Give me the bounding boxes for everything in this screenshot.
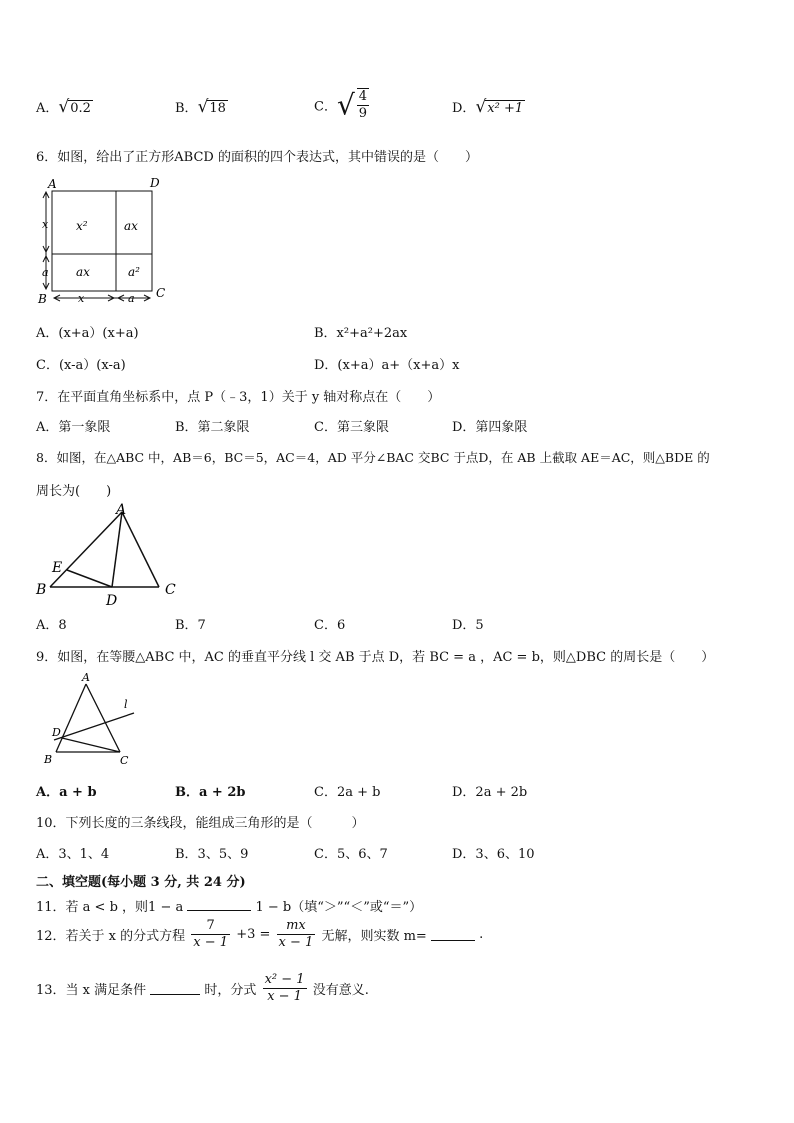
q13-suffix: 没有意义. (312, 983, 369, 998)
q8-stem-line2: 周长为( ) (36, 484, 112, 499)
q13-prefix: 13．当 x 满足条件 (36, 983, 147, 998)
q9-label-l: l (124, 698, 128, 711)
q8-triangle-figure (34, 502, 184, 607)
q12-answer-blank[interactable] (431, 928, 475, 941)
q9-option-d: D．2a + 2b (452, 785, 528, 800)
q9-isosceles-figure (40, 670, 150, 770)
q8-option-c: C．6 (314, 618, 346, 633)
q6-cell-x-squared: x² (76, 219, 88, 233)
q13-fraction-denominator: x − 1 (267, 989, 302, 1004)
q5-option-c-numerator: 4 (358, 89, 368, 104)
q6-cell-ax-bottom: ax (76, 265, 90, 279)
q12-fraction-1-denominator: x − 1 (193, 935, 229, 950)
q6-stem: 6．如图，给出了正方形ABCD 的面积的四个表达式，其中错误的是（ ） (36, 150, 478, 165)
q5-option-d-label: D． (452, 101, 476, 116)
q12-fraction-1-numerator: 7 (191, 918, 230, 935)
q5-option-c (314, 88, 371, 122)
q11-prefix: 11．若 a < b ，则1 − a (36, 900, 184, 915)
q6-option-d: D．(x+a）a+（x+a）x (314, 358, 460, 373)
q9-stem: 9．如图，在等腰△ABC 中，AC 的垂直平分线 l 交 AB 于点 D，若 BC = a ，AC = b，则△DBC 的周长是（ ） (36, 650, 715, 665)
q8-option-a: A．8 (36, 618, 67, 633)
q6-option-c: C．(x-a）(x-a) (36, 358, 126, 373)
q12-fraction-2-denominator: x − 1 (278, 935, 314, 950)
q9-option-c: C．2a + b (314, 785, 381, 800)
q7-option-d: D．第四象限 (452, 420, 528, 435)
q8-option-b: B．7 (175, 618, 206, 633)
q6-label-a-vertex: A (48, 177, 57, 191)
q13-fraction-numerator: x² − 1 (264, 972, 305, 987)
q12-plus-three: +3 = (236, 927, 271, 942)
q13-answer-blank[interactable] (150, 982, 200, 995)
q9-label-a: A (82, 671, 90, 684)
q9-option-a: A．a + b (36, 785, 97, 800)
q12-suffix: 无解，则实数 m= (321, 929, 427, 944)
section-2-title: 二、填空题(每小题 3 分, 共 24 分) (36, 875, 246, 890)
q7-option-b: B．第二象限 (175, 420, 250, 435)
q9-option-b: B．a + 2b (175, 785, 246, 800)
q13-line (36, 972, 369, 1005)
q8-label-b: B (36, 582, 47, 598)
q12-fraction-2-numerator: mx (277, 918, 316, 935)
q13-middle: 时，分式 (204, 983, 257, 998)
q12-fraction-2 (277, 918, 316, 951)
q6-label-c-vertex: C (156, 286, 166, 300)
q5-option-c-denominator: 9 (358, 106, 368, 121)
q5-option-a (36, 97, 93, 117)
q6-option-a: A．(x+a）(x+a) (36, 326, 139, 341)
q6-square-figure (36, 176, 176, 306)
q8-stem-line1: 8．如图，在△ABC 中，AB＝6，BC＝5，AC＝4，AD 平分∠BAC 交BC 于点D，在 AB 上截取 AE＝AC，则△BDE 的 (36, 450, 710, 465)
q9-label-d: D (52, 726, 61, 739)
q5-option-c-label: C． (314, 99, 337, 115)
q6-label-b-vertex: B (38, 292, 47, 306)
q9-label-c: C (120, 754, 129, 767)
sqrt-icon: √ (475, 97, 487, 117)
q5-option-d (452, 97, 525, 117)
q11-line (36, 896, 422, 915)
q5-option-b-value: 18 (209, 101, 226, 116)
q9-label-b: B (44, 753, 53, 766)
q11-answer-blank[interactable] (187, 898, 251, 911)
q6-option-b: B．x²+a²+2ax (314, 326, 408, 341)
q10-stem: 10．下列长度的三条线段，能组成三角形的是（ ） (36, 816, 365, 831)
q8-label-a: A (116, 502, 127, 518)
q5-option-d-value: x² +1 (487, 101, 524, 116)
q6-label-d-vertex: D (150, 176, 160, 190)
q7-option-c: C．第三象限 (314, 420, 389, 435)
q8-label-d: D (106, 593, 118, 607)
q10-option-c: C．5、6、7 (314, 847, 388, 862)
q7-stem: 7．在平面直角坐标系中，点 P（﹣3，1）关于 y 轴对称点在（ ） (36, 390, 441, 405)
q10-option-d: D．3、6、10 (452, 847, 535, 862)
q10-option-a: A．3、1、4 (36, 847, 110, 862)
q8-label-e: E (52, 560, 63, 576)
q8-label-c: C (165, 582, 176, 598)
q6-side-a: a (42, 266, 49, 279)
q7-option-a: A．第一象限 (36, 420, 111, 435)
q11-suffix: 1 − b（填“＞”“＜”或“＝”） (255, 900, 423, 915)
q12-fraction-1 (191, 918, 230, 951)
q5-option-a-label: A． (36, 101, 59, 116)
sqrt-icon: √ (58, 97, 70, 117)
q8-option-d: D．5 (452, 618, 484, 633)
q5-option-b-label: B． (175, 101, 198, 116)
q12-prefix: 12．若关于 x 的分式方程 (36, 929, 186, 944)
q12-line (36, 918, 483, 951)
sqrt-icon: √ (336, 88, 355, 122)
q6-cell-ax-top: ax (124, 219, 138, 233)
q6-bottom-a: a (128, 292, 135, 305)
sqrt-icon: √ (197, 97, 209, 117)
q6-bottom-x: x (78, 292, 85, 305)
q10-option-b: B．3、5、9 (175, 847, 249, 862)
q13-fraction (263, 972, 307, 1005)
q5-option-b (175, 97, 228, 117)
q6-cell-a-squared: a² (128, 265, 140, 279)
q12-period: . (479, 927, 484, 942)
q6-side-x: x (42, 218, 49, 231)
q5-option-a-value: 0.2 (70, 101, 91, 116)
